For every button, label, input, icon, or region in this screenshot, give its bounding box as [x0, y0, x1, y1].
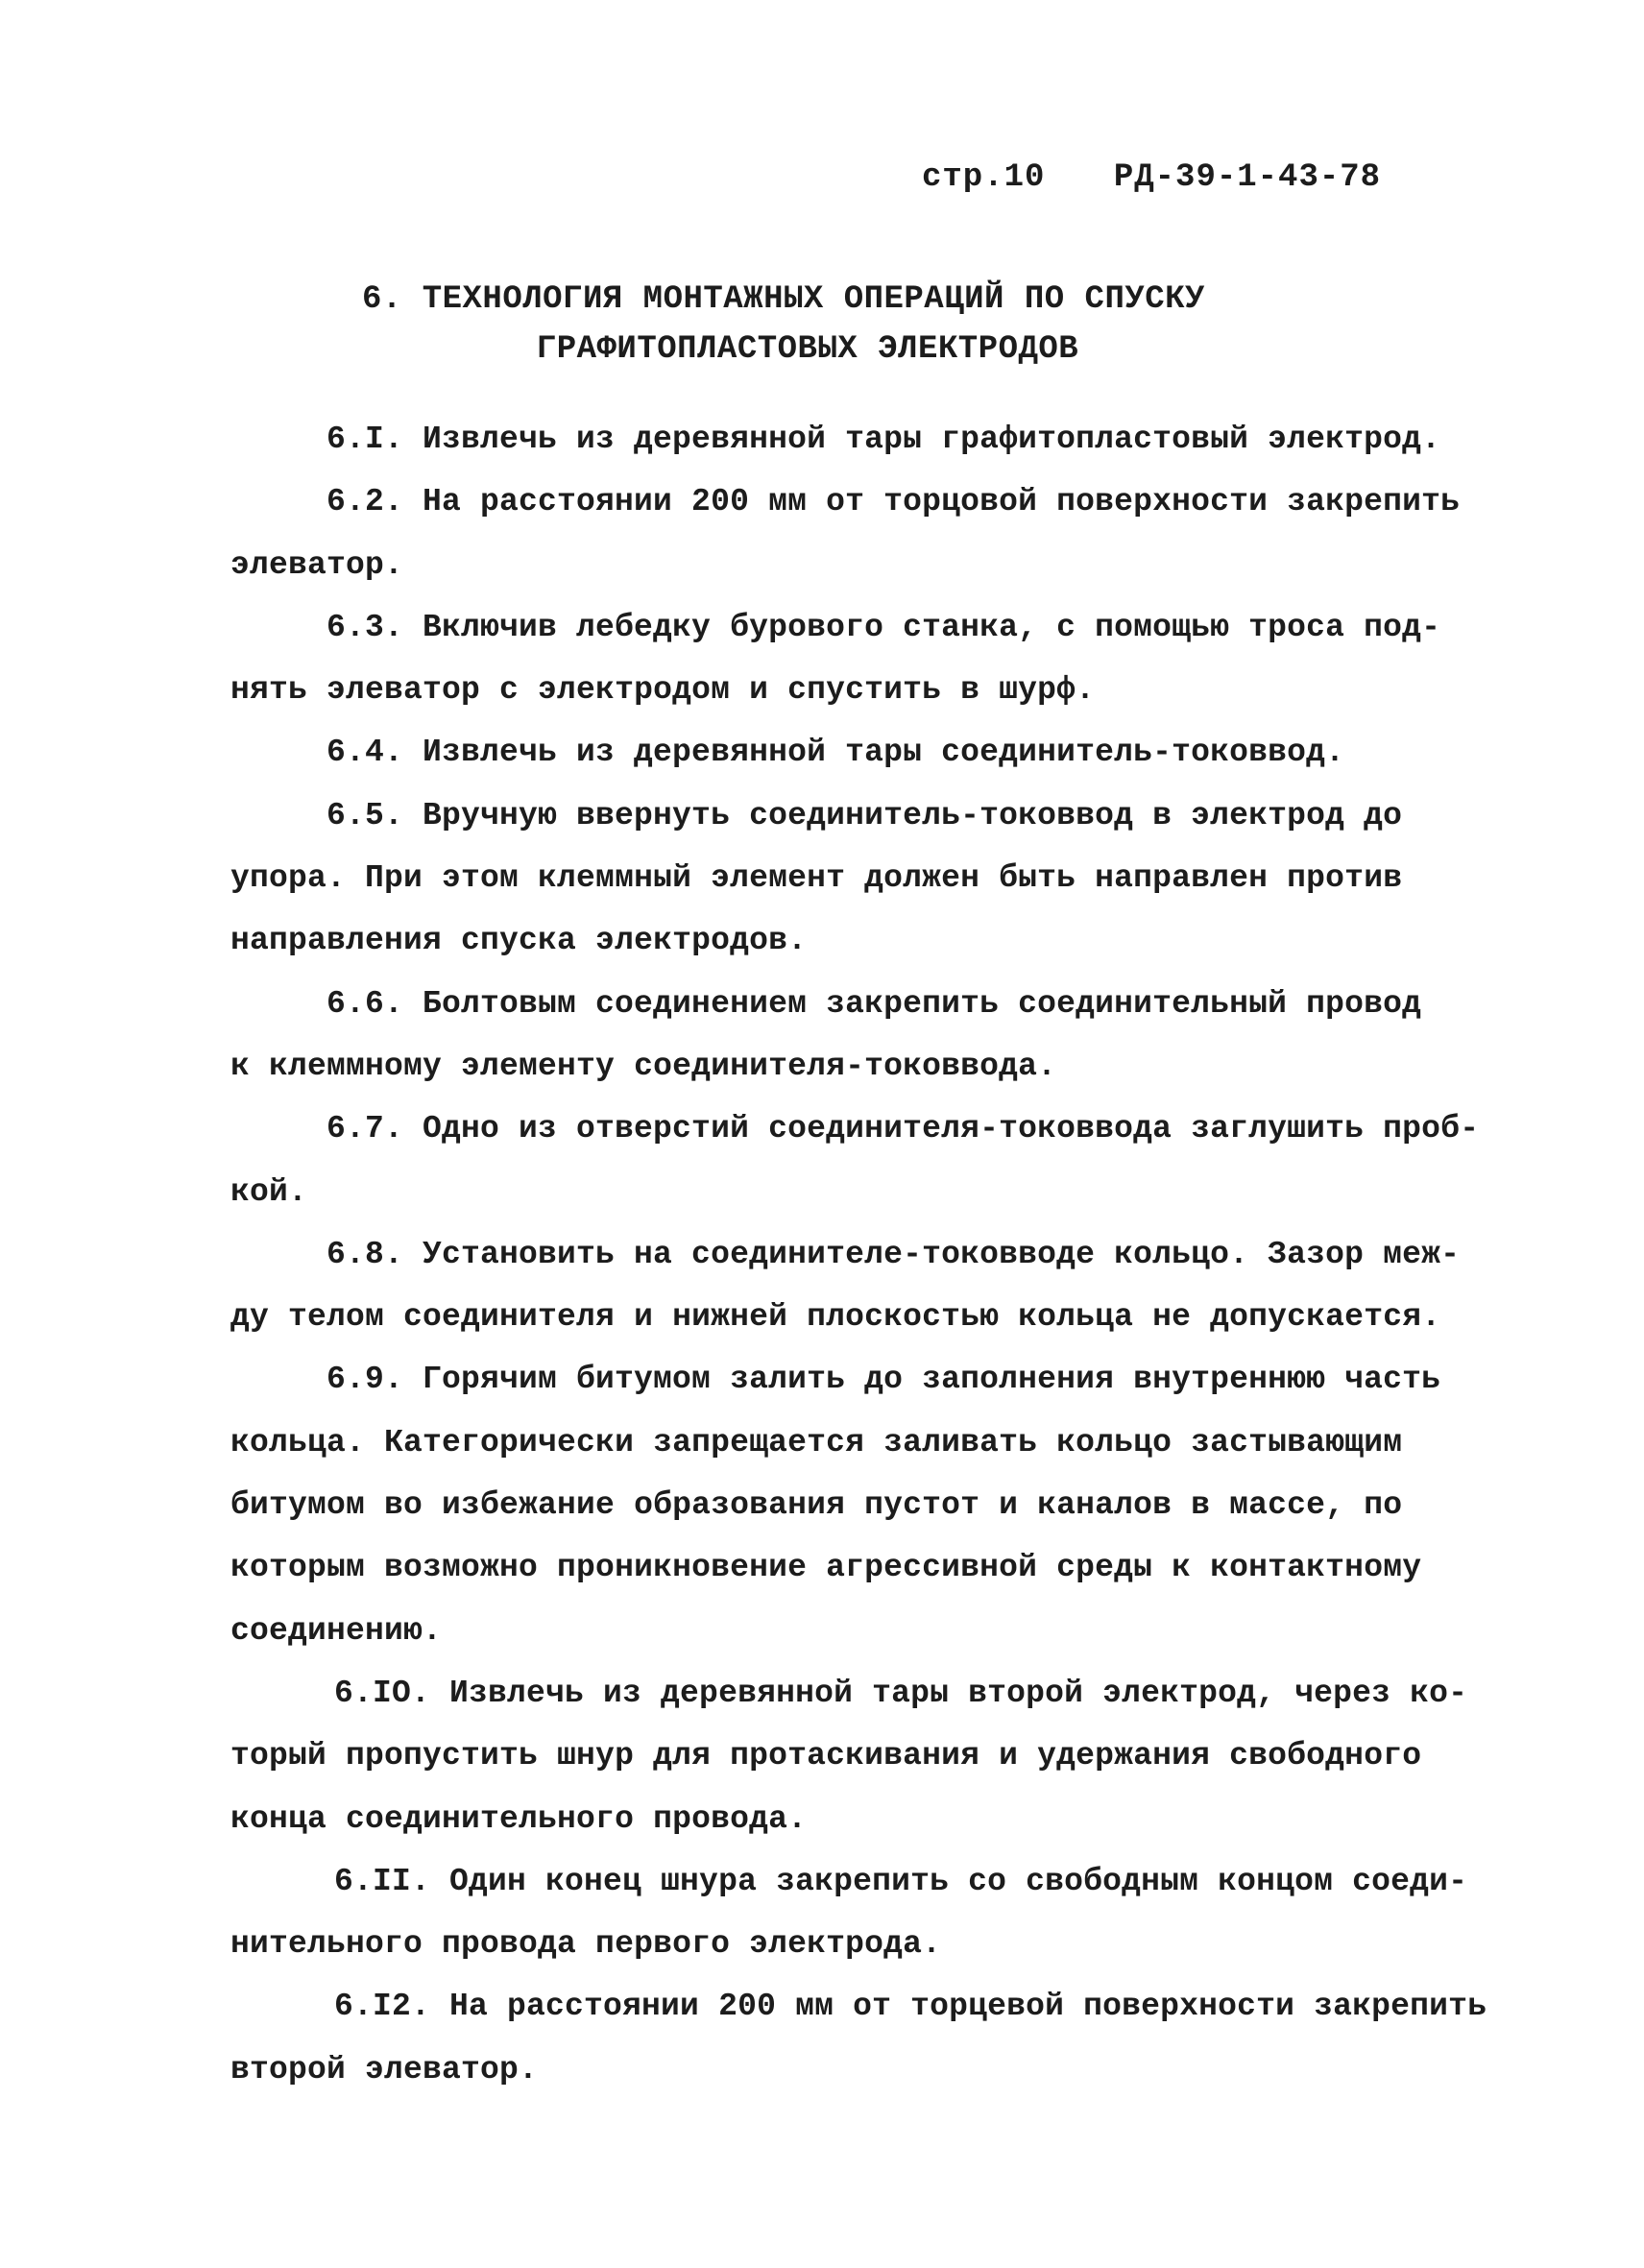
- paragraph-6-5-cont: направления спуска электродов.: [230, 923, 808, 959]
- page-header: [922, 159, 1381, 196]
- paragraph-6-1: 6.I. Извлечь из деревянной тары графитопластовый электрод.: [326, 422, 1441, 457]
- paragraph-6-10: 6.IO. Извлечь из деревянной тары второй электрод, через ко-: [334, 1675, 1468, 1711]
- section-body: [230, 408, 1487, 2101]
- document-code: РД-39-1-43-78: [1113, 159, 1382, 196]
- section-title-line-1: 6. ТЕХНОЛОГИЯ МОНТАЖНЫХ ОПЕРАЦИЙ ПО СПУСКУ: [362, 281, 1205, 318]
- paragraph-6-9-cont: соединению.: [230, 1612, 443, 1649]
- paragraph-6-6-cont: к клеммному элементу соединителя-токоввода.: [230, 1048, 1057, 1084]
- paragraph-6-6: 6.6. Болтовым соединением закрепить соединительный провод: [326, 985, 1422, 1022]
- paragraph-6-9-cont: битумом во избежание образования пустот и каналов в массе, по: [230, 1487, 1403, 1524]
- paragraph-6-5: 6.5. Вручную ввернуть соединитель-токоввод в электрод до: [326, 797, 1403, 833]
- paragraph-6-7: 6.7. Одно из отверстий соединителя-токоввода заглушить проб-: [326, 1111, 1480, 1147]
- paragraph-6-4: 6.4. Извлечь из деревянной тары соединитель-токоввод.: [326, 735, 1345, 771]
- paragraph-6-10-cont: торый пропустить шнур для протаскивания и удержания свободного: [230, 1738, 1422, 1774]
- paragraph-6-2: 6.2. На расстоянии 200 мм от торцовой поверхности закрепить: [326, 484, 1461, 520]
- paragraph-6-8-cont: ду телом соединителя и нижней плоскостью кольца не допускается.: [230, 1299, 1441, 1336]
- paragraph-6-11: 6.II. Один конец шнура закрепить со свободным концом соеди-: [334, 1863, 1468, 1899]
- section-title-line-2: ГРАФИТОПЛАСТОВЫХ ЭЛЕКТРОДОВ: [536, 331, 1079, 368]
- paragraph-6-12-cont: второй элеватор.: [230, 2051, 539, 2087]
- paragraph-6-8: 6.8. Установить на соединителе-токовводе кольцо. Зазор меж-: [326, 1236, 1461, 1272]
- paragraph-6-9: 6.9. Горячим битумом залить до заполнения внутреннюю часть: [326, 1362, 1441, 1398]
- paragraph-6-3-cont: нять элеватор с электродом и спустить в шурф.: [230, 672, 1096, 709]
- paragraph-6-9-cont: которым возможно проникновение агрессивной среды к контактному: [230, 1550, 1422, 1586]
- paragraph-6-9-cont: кольца. Категорически запрещается заливать кольцо застывающим: [230, 1424, 1403, 1460]
- paragraph-6-7-cont: кой.: [230, 1173, 308, 1210]
- paragraph-6-5-cont: упора. При этом клеммный элемент должен быть направлен против: [230, 860, 1403, 897]
- paragraph-6-12: 6.I2. На расстоянии 200 мм от торцевой поверхности закрепить: [334, 1989, 1487, 2025]
- paragraph-6-2-cont: элеватор.: [230, 546, 404, 583]
- paragraph-6-10-cont: конца соединительного провода.: [230, 1800, 808, 1837]
- paragraph-6-3: 6.3. Включив лебедку бурового станка, с помощью троса под-: [326, 609, 1441, 645]
- paragraph-6-11-cont: нительного провода первого электрода.: [230, 1926, 942, 1963]
- section-title: [0, 275, 1644, 374]
- page-number: стр.10: [922, 159, 1046, 196]
